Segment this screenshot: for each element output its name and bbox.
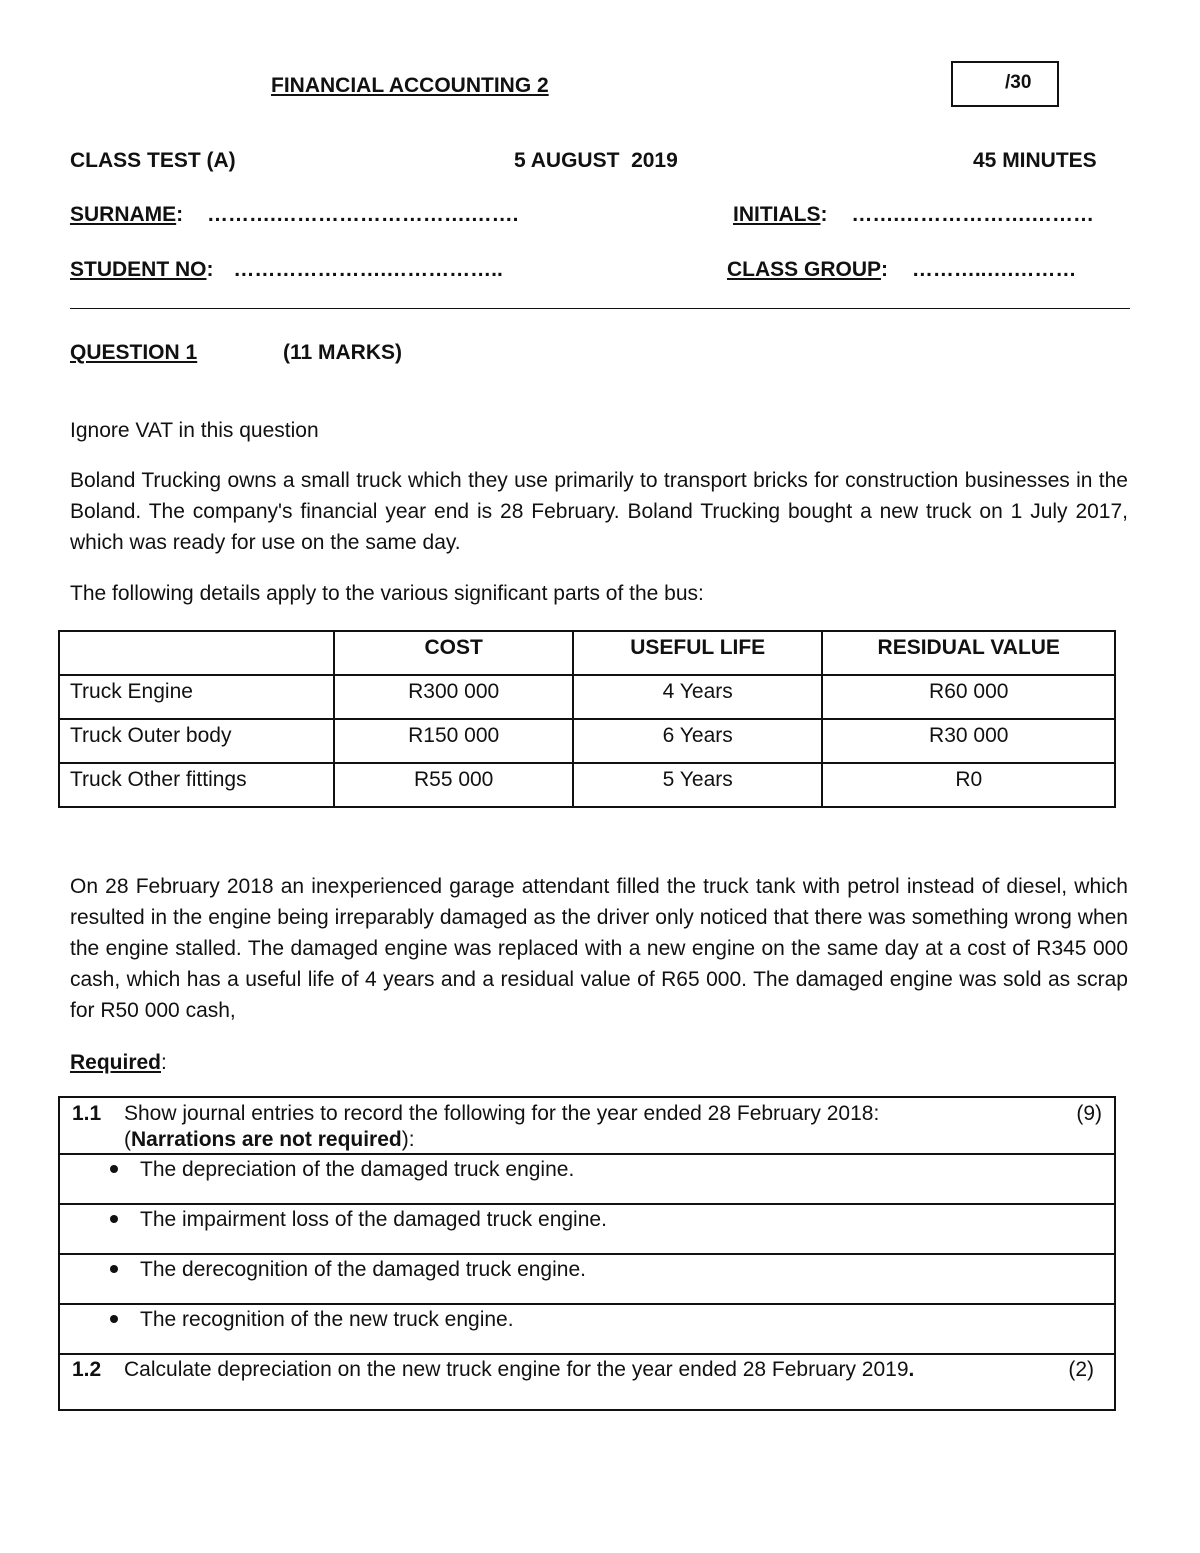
required-label: Required: [70, 1051, 162, 1074]
score-total: /30: [1005, 72, 1032, 93]
incident-paragraph: On 28 February 2018 an inexperienced garage attendant filled the truck tank with petrol instead of diesel, which resulted in the engine being irreparably damaged as the driver only noticed that there was something wrong when the engine stalled. The damaged engine was replaced with a new engine on the same day at a cost of R345 000 cash, which has a useful life of 4 years and a residual value of R65 000. The damaged engine was sold as scrap for R50 000 cash,: [70, 875, 1128, 1022]
parts-table: [58, 630, 1116, 808]
question-marks: (11 MARKS): [283, 341, 403, 364]
bullet-row: [59, 1154, 1115, 1204]
requirement-row: [59, 1097, 1115, 1154]
table-header-cell: RESIDUAL VALUE: [822, 631, 1115, 675]
bullet-text: The derecognition of the damaged truck engine.: [140, 1258, 586, 1281]
header-divider: [70, 308, 1130, 309]
table-cell: 4 Years: [573, 675, 823, 719]
required-heading: Required:: [70, 1051, 167, 1074]
test-name: CLASS TEST (A): [70, 149, 236, 172]
requirement-note: Narrations are not required: [131, 1128, 402, 1151]
requirement-row: [59, 1354, 1115, 1410]
table-cell: R150 000: [334, 719, 573, 763]
table-header-cell: USEFUL LIFE: [573, 631, 823, 675]
table-cell: R55 000: [334, 763, 573, 807]
table-cell: R60 000: [822, 675, 1115, 719]
table-header-cell: [59, 631, 334, 675]
bullet-icon: [110, 1315, 118, 1323]
bullet-row: [59, 1304, 1115, 1354]
requirements-table: [58, 1096, 1116, 1411]
requirement-1-1: 1.1 Show journal entries to record the following for the year ended 28 February 2018: (9) (Narrations are not required):: [59, 1097, 1115, 1154]
test-date: 5 AUGUST 2019: [514, 149, 678, 172]
bullet-icon: [110, 1265, 118, 1273]
table-cell: Truck Engine: [59, 675, 334, 719]
bullet-row: [59, 1204, 1115, 1254]
table-cell: R30 000: [822, 719, 1115, 763]
table-row: [59, 763, 1115, 807]
table-cell: Truck Outer body: [59, 719, 334, 763]
requirement-number: 1.1: [72, 1102, 102, 1125]
bullet-text: The recognition of the new truck engine.: [140, 1308, 514, 1331]
initials-label: INITIALS: [733, 203, 821, 226]
requirement-marks: (9): [1076, 1102, 1102, 1125]
initials-field[interactable]: INITIALS: …….……………….………: [733, 203, 1094, 226]
student-no-label: STUDENT NO: [70, 258, 207, 281]
bullet-text: The depreciation of the damaged truck engine.: [140, 1158, 575, 1181]
bullet-icon: [110, 1165, 118, 1173]
class-group-field[interactable]: CLASS GROUP: ………..….………: [727, 258, 1077, 281]
class-group-label: CLASS GROUP: [727, 258, 882, 281]
class-group-blank: ………..….………: [911, 258, 1077, 281]
surname-field[interactable]: SURNAME: ……….……………………….…….: [70, 203, 519, 226]
requirement-number: 1.2: [72, 1358, 102, 1381]
table-header-cell: COST: [334, 631, 573, 675]
bullet-row: [59, 1254, 1115, 1304]
score-box: [951, 61, 1059, 107]
bullet-icon: [110, 1215, 118, 1223]
test-duration: 45 MINUTES: [973, 149, 1097, 172]
requirement-1-2: 1.2 Calculate depreciation on the new truck engine for the year ended 28 February 2019. (2): [59, 1354, 1115, 1410]
vat-note: Ignore VAT in this question: [70, 419, 319, 442]
requirement-text: Calculate depreciation on the new truck engine for the year ended 28 February 2019: [124, 1358, 909, 1381]
table-row: [59, 675, 1115, 719]
requirement-marks: (2): [1068, 1358, 1094, 1381]
scenario-paragraph: Boland Trucking owns a small truck which they use primarily to transport bricks for construction businesses in the Boland. The company's financial year end is 28 February. Boland Trucking bought a new truck on 1 July 2017, which was ready for use on the same day.: [70, 469, 1128, 554]
initials-blank: …….……………….………: [851, 203, 1094, 226]
table-intro: The following details apply to the various significant parts of the bus:: [70, 582, 704, 605]
student-no-field[interactable]: STUDENT NO: ………………….……………..: [70, 258, 503, 281]
table-cell: Truck Other fittings: [59, 763, 334, 807]
table-cell: R300 000: [334, 675, 573, 719]
table-cell: R0: [822, 763, 1115, 807]
table-row: [59, 719, 1115, 763]
student-no-blank: ………………….……………..: [233, 258, 503, 281]
document-title: FINANCIAL ACCOUNTING 2: [271, 74, 549, 97]
bullet-text: The impairment loss of the damaged truck engine.: [140, 1208, 607, 1231]
table-header-row: [59, 631, 1115, 675]
surname-blank: ……….……………………….…….: [207, 203, 519, 226]
table-cell: 5 Years: [573, 763, 823, 807]
surname-label: SURNAME: [70, 203, 177, 226]
requirement-text: Show journal entries to record the following for the year ended 28 February 2018:: [124, 1102, 880, 1125]
table-cell: 6 Years: [573, 719, 823, 763]
question-label: QUESTION 1: [70, 341, 198, 364]
